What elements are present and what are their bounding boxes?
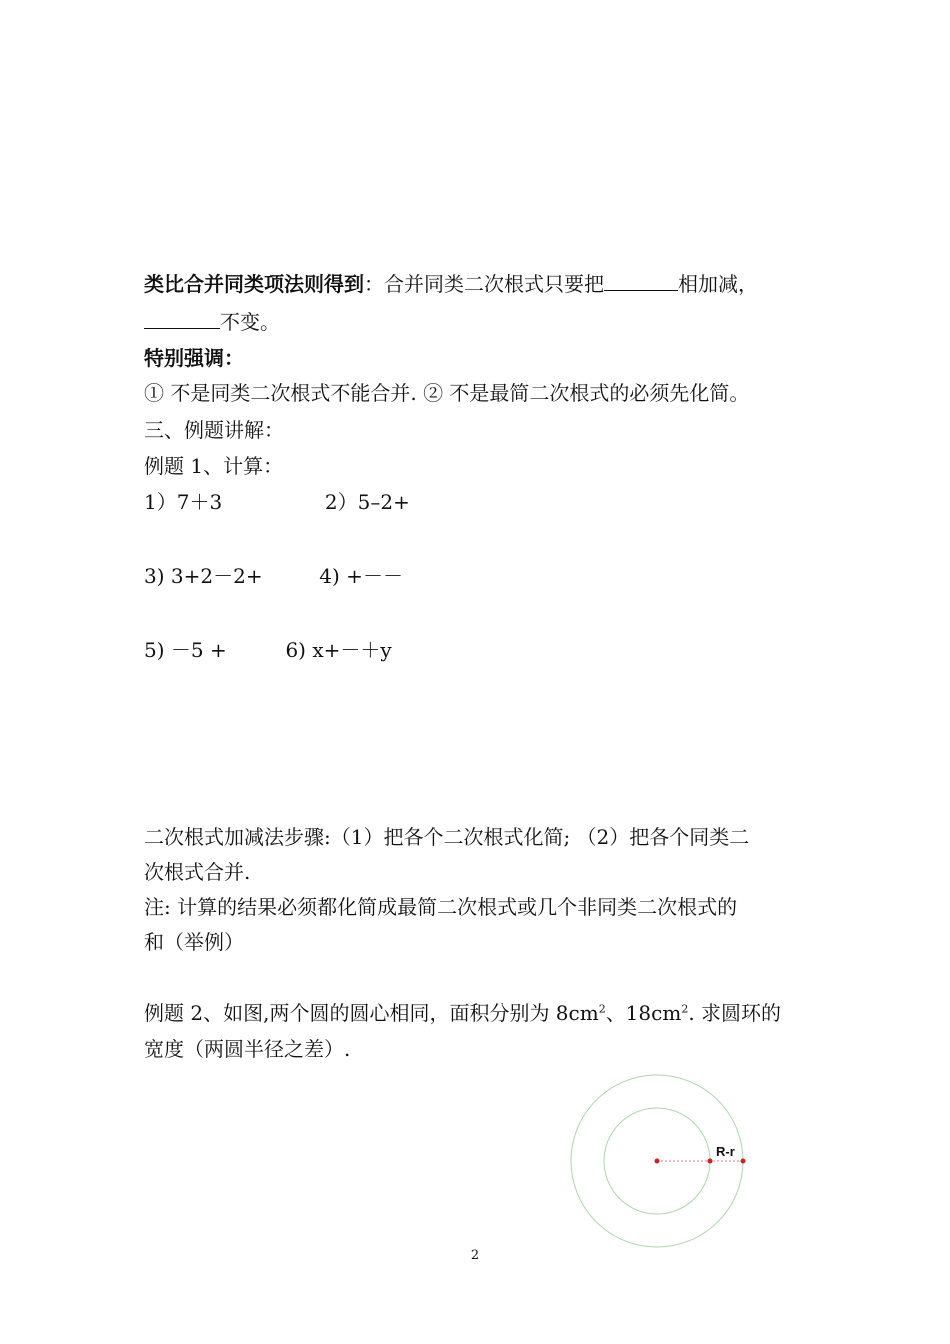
rule-heading: 类比合并同类项法则得到: [144, 272, 364, 296]
problem-4: 4) +－－: [319, 564, 403, 588]
fill-blank-1[interactable]: [604, 270, 678, 291]
example2-line-2: 宽度（两圆半径之差）.: [144, 1037, 351, 1061]
rule-line-2: [144, 308, 280, 336]
superscript: 2: [598, 1002, 606, 1016]
problem-row-2: [144, 562, 403, 590]
rule-text-b: 相加减，: [678, 272, 758, 296]
page-number: 2: [470, 1248, 480, 1263]
concentric-circles-figure: [560, 1065, 760, 1255]
steps-line-2: 次根式合并.: [144, 860, 251, 884]
emphasis-heading: 特别强调：: [144, 346, 244, 370]
problem-row-3: [144, 636, 392, 664]
steps-line-1: 二次根式加减法步骤:（1）把各个二次根式化简; （2）把各个同类二: [144, 825, 750, 849]
rule-colon: ：: [364, 272, 384, 296]
center-point: [655, 1159, 660, 1164]
note-line-1: 注: 计算的结果必须都化简成最简二次根式或几个非同类二次根式的: [144, 895, 738, 919]
problem-3: 3) 3+2－2+: [144, 564, 263, 588]
example1-title: 例题 1、计算：: [144, 454, 284, 478]
rule-text-c: 不变。: [220, 310, 280, 334]
problem-6: 6) x+－＋y: [285, 638, 392, 662]
problem-2: 2）5–2+: [324, 490, 410, 514]
superscript: 2: [681, 1002, 689, 1016]
example2-text-a: 例题 2、如图,两个圆的圆心相同，面积分别为 8cm: [144, 1001, 599, 1025]
emphasis-points: ① 不是同类二次根式不能合并. ② 不是最简二次根式的必须先化简。: [144, 381, 750, 405]
problem-5: 5) －5 +: [144, 638, 227, 662]
section-heading: 三、例题讲解：: [144, 418, 284, 442]
example2-text-c: . 求圆环的: [688, 1001, 782, 1025]
fill-blank-2[interactable]: [144, 308, 220, 329]
inner-radius-point: [708, 1159, 713, 1164]
problem-row-1: [144, 488, 410, 516]
rule-text-a: 合并同类二次根式只要把: [384, 272, 604, 296]
example2-text-b: 、18cm: [605, 1001, 682, 1025]
example2-line-1: [144, 999, 781, 1027]
rule-line-1: [144, 270, 758, 298]
outer-radius-point: [741, 1159, 746, 1164]
problem-1: 1）7＋3: [144, 490, 223, 514]
width-label: R-r: [716, 1144, 735, 1159]
note-line-2: 和（举例）: [144, 930, 244, 954]
